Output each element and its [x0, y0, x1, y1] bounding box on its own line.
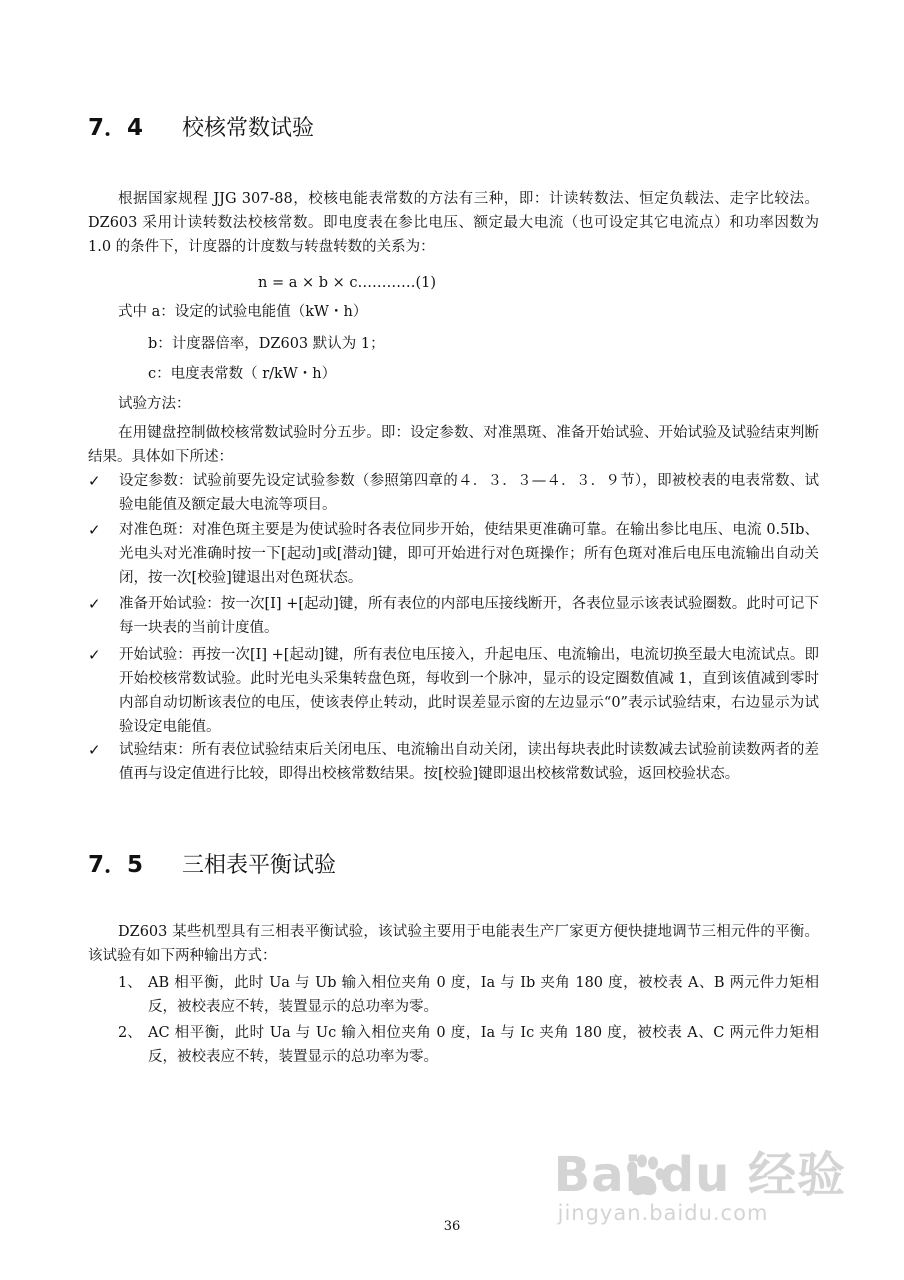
section-7-5-intro: DZ603 某些机型具有三相表平衡试验，该试验主要用于电能表生产厂家更方便快捷地调节三相元件的平衡。该试验有如下两种输出方式： — [88, 924, 819, 964]
formula: n = a × b × c…………(1) — [258, 275, 437, 291]
step-item — [88, 518, 819, 590]
page-number: 36 — [443, 1219, 461, 1234]
step-text: 设定参数：试验前要先设定试验参数（参照第四章的４．３．３—４．３．９节），即被校表的电表常数、试验电能值及额定最大电流等项目。 — [119, 473, 819, 513]
step-text: 对准色斑：对准色斑主要是为使试验时各表位同步开始，使结果更准确可靠。在输出参比电压、电流 0.5Ib、光电头对光准确时按一下[起动]或[潜动]键，即可开始进行对色斑操作；所有色斑对准后电压电流输出自动关闭，按一次[校验]键退出对色斑状态。 — [119, 522, 819, 586]
list-item — [118, 971, 819, 1019]
section-number: 7．5 — [88, 852, 144, 878]
step-item — [88, 738, 819, 786]
section-7-4-heading — [88, 108, 314, 142]
watermark — [553, 1147, 846, 1226]
check-icon: ✓ — [88, 741, 101, 759]
step-item — [88, 643, 819, 739]
check-icon: ✓ — [88, 595, 101, 613]
section-7-5-heading — [88, 845, 336, 879]
section-7-4-intro: 根据国家规程 JJG 307-88，校核电能表常数的方法有三种，即：计读转数法、恒定负载法、走字比较法。DZ603 采用计读转数法校核常数。即电度表在参比电压、额定最大电流（也可设定其它电流点）和功率因数为 1.0 的条件下，计度器的计度数与转盘转数的关系为： — [88, 191, 819, 255]
step-text: 开始试验：再按一次[I] +[起动]键，所有表位电压接入，升起电压、电流输出，电流切换至最大电流试点。即开始校核常数试验。此时光电头采集转盘色斑，每收到一个脉冲，显示的设定圈数值减 1，直到该值减到零时内部自动切断该表位的电压，使该表停止转动，此时误差显示窗的左边显示“0”表示试验结束，右边显示为试验设定电能值。 — [119, 647, 819, 735]
where-a: 式中 a：设定的试验电能值（kW・h） — [118, 304, 368, 320]
list-text: AC 相平衡，此时 Ua 与 Uc 输入相位夹角 0 度，Ia 与 Ic 夹角 180 度，被校表 A、C 两元件力矩相反，被校表应不转，装置显示的总功率为零。 — [148, 1025, 819, 1065]
check-icon: ✓ — [88, 472, 101, 490]
step-item — [88, 469, 819, 517]
list-item — [118, 1021, 819, 1069]
list-number: 2、 — [118, 1025, 142, 1041]
list-number: 1、 — [118, 975, 142, 991]
method-label: 试验方法： — [118, 396, 191, 412]
watermark-brand: Bai du 经验 — [553, 1147, 846, 1203]
step-text: 试验结束：所有表位试验结束后关闭电压、电流输出自动关闭，读出每块表此时读数减去试验前读数两者的差值再与设定值进行比较，即得出校核常数结果。按[校验]键即退出校核常数试验，返回校验状态。 — [119, 742, 819, 782]
list-text: AB 相平衡，此时 Ua 与 Ub 输入相位夹角 0 度，Ia 与 Ib 夹角 180 度，被校表 A、B 两元件力矩相反，被校表应不转，装置显示的总功率为零。 — [148, 975, 819, 1015]
step-item — [88, 592, 819, 640]
where-b: b：计度器倍率，DZ603 默认为 1； — [148, 336, 385, 352]
step-text: 准备开始试验：按一次[I] +[起动]键，所有表位的内部电压接线断开，各表位显示该表试验圈数。此时可记下每一块表的当前计度值。 — [119, 596, 819, 636]
section-title: 校核常数试验 — [182, 116, 315, 141]
method-intro: 在用键盘控制做校核常数试验时分五步。即：设定参数、对准黑斑、准备开始试验、开始试验及试验结束判断结果。具体如下所述： — [88, 425, 819, 465]
section-number: 7．4 — [88, 115, 144, 141]
check-icon: ✓ — [88, 646, 101, 664]
section-title: 三相表平衡试验 — [182, 853, 337, 878]
watermark-url: jingyan.baidu.com — [557, 1201, 769, 1225]
check-icon: ✓ — [88, 521, 101, 539]
where-c: c：电度表常数（ r/kW・h） — [148, 366, 337, 382]
